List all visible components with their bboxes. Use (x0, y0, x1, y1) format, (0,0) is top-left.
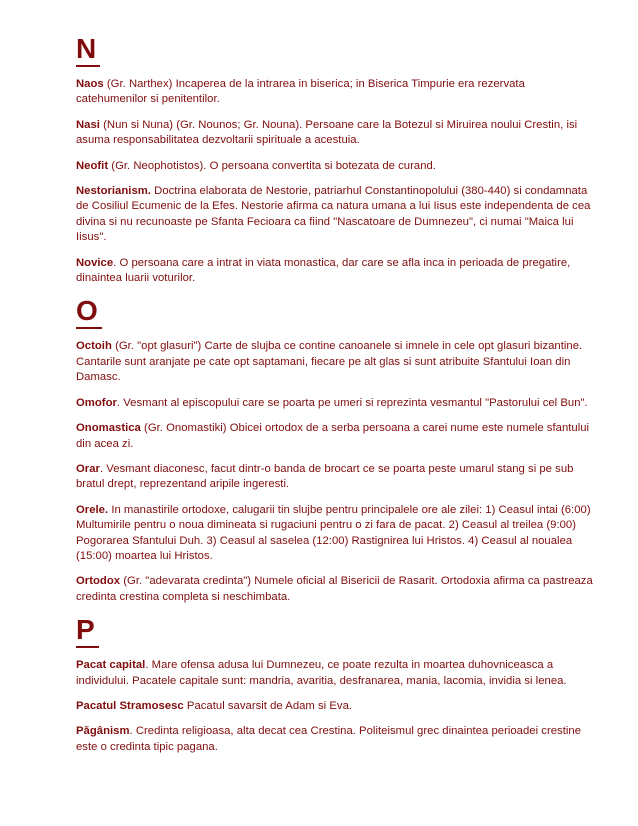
glossary-entry (76, 184, 596, 246)
section-letter-heading: P (76, 615, 99, 648)
entry-term: Novice (76, 256, 114, 269)
entry-term: Păgânism (76, 725, 130, 738)
entry-definition: . Vesmant diaconesc, facut dintr-o banda de brocart ce se poarta peste umarul stang si pe sub bratul drept, reprezentand aripile ingeresti. (76, 462, 574, 491)
entry-term: Neofit (76, 159, 109, 172)
glossary-entry (76, 724, 596, 755)
section-p (76, 615, 596, 755)
glossary-entry (76, 396, 596, 411)
glossary-entry (76, 118, 596, 149)
glossary-entry (76, 77, 596, 108)
entry-definition: . O persoana care a intrat in viata monastica, dar care se afla inca in perioada de pregatire, dinaintea luarii voturilor. (76, 256, 571, 285)
glossary-entry (76, 574, 596, 605)
glossary-entry (76, 658, 596, 689)
entry-term: Octoih (76, 340, 112, 353)
entry-term: Pacatul Stramosesc (76, 699, 184, 712)
glossary-entry (76, 256, 596, 287)
entry-definition: . Credinta religioasa, alta decat cea Crestina. Politeismul grec dinaintea perioadei crestine este o credinta tipic pagana. (76, 725, 581, 753)
glossary-entry (76, 339, 596, 385)
entry-definition: (Nun si Nuna) (Gr. Nounos; Gr. Nouna). Persoane care la Botezul si Miruirea noului Crestin, isi asuma responsabilitatea dezvoltarii spirituale a acestuia. (76, 118, 578, 147)
entry-term: Naos (76, 78, 104, 90)
glossary-entry (76, 462, 596, 493)
entry-definition: (Gr. Narthex) Incaperea de la intrarea in biserica; in Biserica Timpurie era rezervata catehumenilor si penitentilor. (76, 78, 525, 106)
entry-term: Ortodox (76, 575, 121, 588)
entry-term: Omofor (76, 396, 117, 409)
entry-definition: Doctrina elaborata de Nestorie, patriarhul Constantinopolului (380-440) si condamnata de Cosiliul Ecumenic de la Efes. Nestorie afirma ca natura umana a lui Iisus este independenta de cea divina si nu recunoaste pe Sfanta Fecioara ca fiind "Nascatoare de Dumnezeu", ci numai "Maica lui Iisus". (76, 185, 591, 244)
glossary-entry (76, 503, 596, 565)
entry-definition: (Gr. Neophotistos). O persoana convertita si botezata de curand. (108, 159, 436, 172)
entry-term: Nasi (76, 118, 100, 131)
entry-term: Onomastica (76, 422, 141, 435)
entry-term: Pacat capital (76, 659, 146, 672)
entry-definition: In manastirile ortodoxe, calugarii tin slujbe pentru principalele ore ale zilei: 1) Ceasul intai (6:00) Multumirile pentru o noua dimineata si rugaciuni pentru o zi fara de pacat. 2) Ceasul al treilea (9:00) Pogorarea Sfantului Duh. 3) Ceasul al saselea (12:00) Rastignirea lui Hristos. 4) Ceasul al noualea (15:00) moartea lui Hristos. (76, 503, 591, 562)
entry-definition: (Gr. "opt glasuri") Carte de slujba ce contine canoanele si imnele in cele opt glasuri bizantine. Cantarile sunt aranjate pe cate opt saptamani, fiecare pe alt glas si sunt atribuite Sfantului Ioan din Damasc. (76, 340, 583, 384)
entry-definition: . Vesmant al episcopului care se poarta pe umeri si reprezinta vesmantul "Pastorului cel Bun". (116, 396, 588, 409)
section-o (76, 296, 596, 605)
entry-term: Nestorianism. (76, 185, 151, 198)
entry-definition: . Mare ofensa adusa lui Dumnezeu, ce poate rezulta in moartea duhovniceasca a individului. Pacatele capitale sunt: mandria, avaritia, desfranarea, mania, lacomia, invidia si lenea. (76, 659, 567, 687)
entry-definition: Pacatul savarsit de Adam si Eva. (183, 699, 353, 712)
glossary-page (76, 34, 596, 765)
glossary-entry (76, 421, 596, 452)
entry-definition: (Gr. Onomastiki) Obicei ortodox de a serba persoana a carei nume este numele sfantului din acea zi. (76, 422, 590, 450)
section-letter-heading: O (76, 296, 102, 329)
section-letter-heading: N (76, 34, 100, 67)
entry-definition: (Gr. "adevarata credinta") Numele oficial al Bisericii de Rasarit. Ortodoxia afirma ca pastreaza credinta crestina completa si neschimbata. (76, 575, 593, 603)
glossary-entry (76, 159, 596, 174)
entry-term: Orele. (76, 503, 109, 516)
entry-term: Orar (76, 462, 100, 475)
section-n (76, 34, 596, 286)
glossary-entry (76, 699, 596, 714)
